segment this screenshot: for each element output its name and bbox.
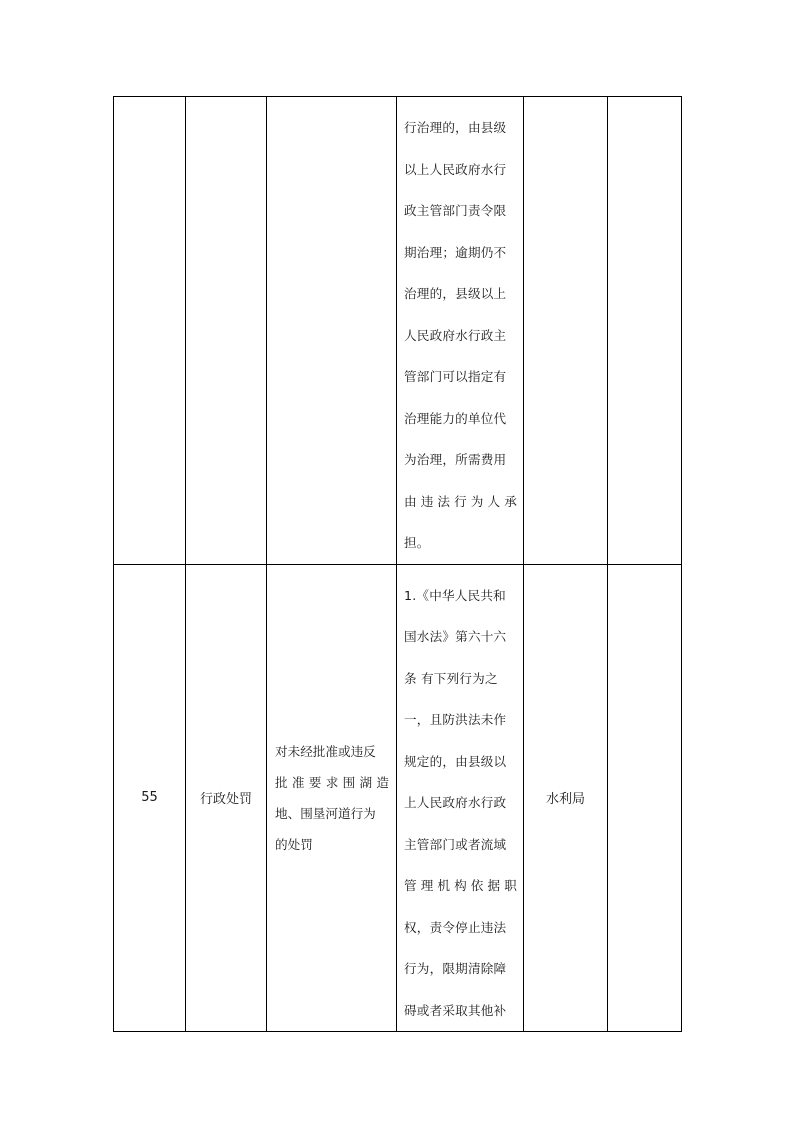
basis-line: 规定的，由县级以: [404, 753, 507, 769]
basis-text: [397, 565, 523, 1032]
subject-line: 地、围垦河道行为: [275, 805, 376, 821]
basis-line: 管理机构依据职: [404, 878, 517, 893]
basis-line: 治理的，县级以上: [404, 286, 507, 301]
remarks-cell: [608, 564, 682, 1032]
subject-line: 对未经批准或违反: [275, 743, 376, 759]
department-cell-empty: [524, 97, 608, 565]
basis-line: 管部门可以指定有: [404, 369, 507, 384]
basis-line: 上人民政府水行政: [404, 795, 507, 810]
basis-line: 主管部门或者流域: [404, 836, 507, 852]
basis-line: 为治理，所需费用: [404, 452, 507, 467]
table-row-continued: [114, 97, 682, 565]
basis-line: 碍或者采取其他补: [404, 1002, 507, 1018]
subject-cell-empty: [267, 97, 397, 565]
basis-line: 治理能力的单位代: [404, 410, 507, 426]
basis-line: 1.《中华人民共和: [404, 587, 506, 603]
category-cell: [186, 564, 267, 1032]
item-department: 水利局: [545, 792, 585, 808]
basis-line: 以上人民政府水行: [404, 161, 507, 177]
department-cell: [524, 564, 608, 1032]
basis-line: 国水法》第六十六: [404, 629, 507, 644]
basis-line: 行为，限期清除障: [404, 961, 507, 976]
basis-line: 行治理的，由县级: [404, 120, 507, 135]
item-category: 行政处罚: [199, 792, 252, 808]
subject-line: 批准要求围湖造: [275, 774, 389, 790]
subject-text: [267, 736, 396, 860]
number-cell-empty: [114, 97, 186, 565]
basis-line: 担。: [404, 535, 430, 550]
remarks-cell-empty: [608, 97, 682, 565]
basis-line: 条 有下列行为之: [404, 670, 498, 686]
basis-line: 权，责令停止违法: [404, 919, 507, 935]
table-row-item-55: [114, 564, 682, 1032]
basis-line: 由违法行为人承: [404, 493, 517, 509]
subject-line: 的处罚: [275, 836, 313, 852]
basis-cell: [397, 564, 524, 1032]
basis-text: [397, 97, 523, 564]
subject-cell: [267, 564, 397, 1032]
category-cell-empty: [186, 97, 267, 565]
powers-table: [113, 96, 682, 1032]
basis-line: 政主管部门责令限: [404, 203, 507, 218]
basis-cell: [397, 97, 524, 565]
basis-line: 一，且防洪法未作: [404, 712, 507, 727]
basis-line: 期治理；逾期仍不: [404, 244, 507, 260]
basis-line: 人民政府水行政主: [404, 327, 507, 343]
number-cell: [114, 564, 186, 1032]
item-number: 55: [141, 790, 158, 806]
